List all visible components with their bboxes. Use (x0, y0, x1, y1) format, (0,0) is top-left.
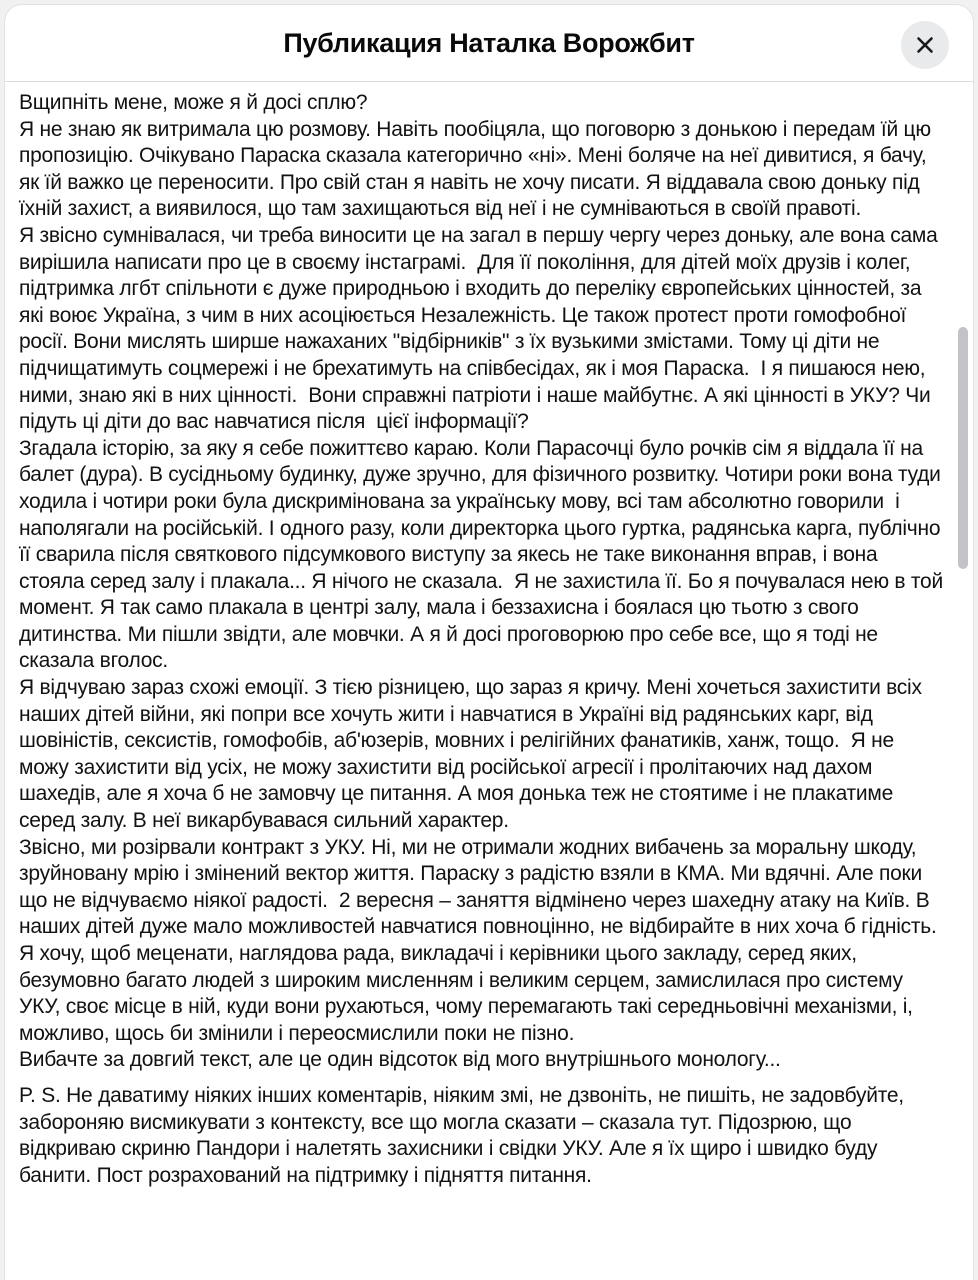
modal-header (5, 5, 973, 81)
post-paragraph: P. S. Не даватиму ніяких інших коментарів, ніяким змі, не дзвоніть, не пишіть, не задовбуйте, забороняю висмикувати з контексту, все що могла сказати – сказала тут. Підозрюю, що відкриваю скриню Пандори і налетять захисники і свідки УКУ. Але я їх щиро і швидко буду банити. Пост розрахований на підтримку і підняття питання. (19, 1083, 910, 1187)
modal-title: Публикация Наталка Ворожбит (283, 27, 695, 58)
post-paragraph: Згадала історію, за яку я себе пожиттєво караю. Коли Парасочці було рочків сім я віддала її на балет (дура). В сусідньому будинку, дуже зручно, для фізичного розвитку. Чотири роки вона туди ходила і чотири роки була дискримінована за українську мову, всі там абсолютно говорили і наполягали на російській. І одного разу, коли директорка цього гуртка, радянська карга, публічно її сварила після святкового підсумкового виступу за якесь не таке виконання вправ, і вона стояла серед залу і плакала... Я нічого не сказала. Я не захистила її. Бо я почувалася нею в той момент. Я так само плакала в центрі залу, мала і беззахисна і боялася цю тьотю з свого дитинства. Ми пішли звідти, але мовчки. А я й досі проговорюю про себе все, що я тоді не сказала вголос. (19, 436, 949, 673)
post-paragraph: Я відчуваю зараз схожі емоції. З тією різницею, що зараз я кричу. Мені хочеться захистити всіх наших дітей війни, які попри все хочуть жити і навчатися в Україні від радянських карг, від шовіністів, сексистів, гомофобів, аб'юзерів, мовних і релігійних фанатиків, ханж, тощо. Я не можу захистити від усіх, не можу захистити від російської агресії і пролітаючих над дахом шахедів, але я хоча б не замовчу це питання. А моя донька теж не стоятиме і не плакатиме серед залу. В неї викарбувавася сильний характер. (19, 676, 928, 833)
post-modal (4, 4, 974, 1280)
close-button[interactable] (901, 21, 949, 69)
post-content (5, 82, 973, 1213)
post-paragraph: Вибачте за довгий текст, але це один відсоток від мого внутрішнього монологу... (19, 1048, 781, 1072)
post-paragraph: Я не знаю як витримала цю розмову. Навіть пообіцяла, що поговорю з донькою і передам їй цю пропозицію. Очікувано Параска сказала категорично «ні». Мені боляче на неї дивитися, я бачу, як їй важко це переносити. Про свій стан я навіть не хочу писати. Я віддавала свою доньку під їхній захист, а виявилося, що там захищаються від неї і не сумніваються в своїй правоті. (19, 117, 937, 221)
post-paragraph: Я хочу, щоб меценати, наглядова рада, викладачі і керівники цього закладу, серед яких, безумовно багато людей з широким мисленням і великим серцем, замислилася про систему УКУ, своє місце в ній, куди вони рухаються, чому перемагають такі середньовічні механізми, і, можливо, щось би змінили і переосмислили поки не пізно. (19, 942, 919, 1045)
post-paragraph: Я звісно сумнівалася, чи треба виносити це на загал в першу чергу через доньку, але вона сама вирішила написати про це в своєму інстаграмі. Для її покоління, для дітей моїх друзів і колег, підтримка лгбт спільноти є дуже природньою і входить до переліку європейських цінностей, за які воює Україна, з чим в них асоціюється Незалежність. Це також протест проти гомофобної росії. Вони мислять ширше нажаханих "відбірників" з їх вузькими змістами. Тому ці діти не підчищатимуть соцмережі і не брехатимуть на співбесідах, як і моя Параска. І я пишаюся нею, ними, знаю які в них цінності. Вони справжні патріоти і наше майбутнє. А які цінності в УКУ? Чи підуть ці діти до вас навчатися після цієї інформації? (19, 223, 944, 434)
post-paragraph: Вщипніть мене, може я й досі сплю? (19, 91, 368, 114)
post-paragraph: Звісно, ми розірвали контракт з УКУ. Ні, ми не отримали жодних вибачень за моральну шкоду, зруйновану мрію і змінений вектор життя. Параску з радістю взяли в КМА. Ми вдячні. Але поки що не відчуваємо ніякої радості. 2 вересня – заняття відмінено через шахедну атаку на Київ. В наших дітей дуже мало можливостей навчатися повноцінно, не відбирайте в них хоча б гідність. (19, 835, 937, 939)
close-icon (913, 33, 937, 57)
scrollbar-thumb[interactable] (958, 327, 968, 569)
